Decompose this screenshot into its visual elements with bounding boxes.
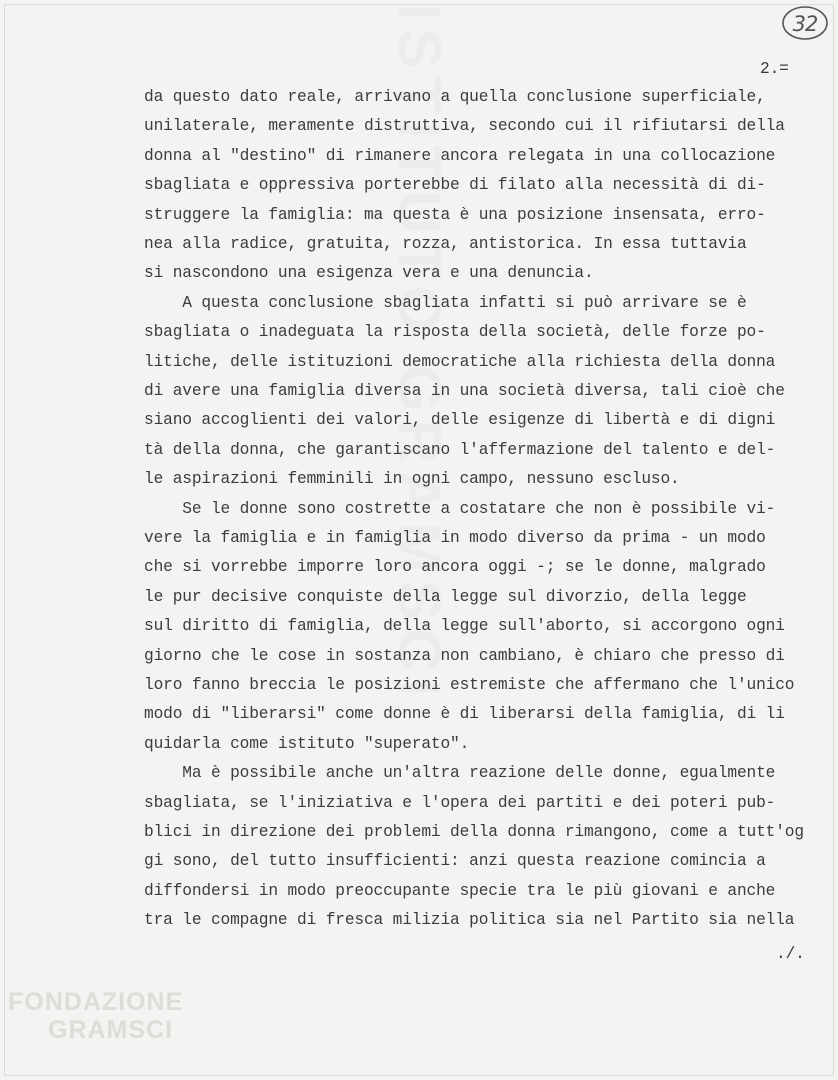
text-line: blici in direzione dei problemi della donna rimangono, come a tutt'og [144, 823, 804, 841]
logo-text-top: FONDAZIONE [8, 988, 184, 1016]
text-line: di avere una famiglia diversa in una società diversa, tali cioè che [144, 382, 785, 400]
text-line: che si vorrebbe imporre loro ancora oggi -; se le donne, malgrado [144, 558, 766, 577]
foundation-logo [8, 988, 208, 1068]
watermark-stamp: ISTITUTO GRAMSCI [386, 4, 453, 705]
logo-text-bottom: GRAMSCI [48, 1016, 174, 1044]
text-line: loro fanno breccia le posizioni estremiste che affermano che l'unico [144, 676, 795, 694]
text-line: le aspirazioni femminili in ogni campo, nessuno escluso. [144, 470, 680, 489]
text-line: tra le compagne di fresca milizia politica sia nel Partito sia nella [144, 911, 795, 930]
text-line: nea alla radice, gratuita, rozza, antistorica. In essa tuttavia [144, 235, 747, 253]
text-line: unilaterale, meramente distruttiva, secondo cui il rifiutarsi della [144, 117, 785, 136]
text-line: Ma è possibile anche un'altra reazione delle donne, egualmente [144, 764, 776, 783]
text-line: si nascondono una esigenza vera e una denuncia. [144, 264, 594, 283]
text-line: sul diritto di famiglia, della legge sull'aborto, si accorgono ogni [144, 617, 785, 636]
archive-number: 32 [792, 12, 818, 36]
text-line: donna al "destino" di rimanere ancora relegata in una collocazione [144, 146, 776, 165]
text-line: vere la famiglia e in famiglia in modo diverso da prima - un modo [144, 529, 766, 547]
text-line: struggere la famiglia: ma questa è una posizione insensata, erro- [144, 205, 766, 224]
text-line: sbagliata o inadeguata la risposta della società, delle forze po- [144, 323, 766, 342]
text-line: litiche, delle istituzioni democratiche alla richiesta della donna [144, 352, 776, 371]
text-line: le pur decisive conquiste della legge sul divorzio, della legge [144, 587, 747, 606]
text-line: modo di "liberarsi" come donne è di liberarsi della famiglia, di li [144, 705, 785, 724]
text-line: gi sono, del tutto insufficienti: anzi questa reazione comincia a [144, 852, 766, 871]
text-line: da questo dato reale, arrivano a quella conclusione superficiale, [144, 88, 766, 106]
text-line: giorno che le cose in sostanza non cambiano, è chiaro che presso di [144, 646, 785, 665]
text-line: diffondersi in modo preoccupante specie tra le più giovani e anche [144, 881, 776, 900]
text-line: quidarla come istituto "superato". [144, 734, 470, 753]
page-number: 2.= [760, 60, 789, 78]
text-line: Se le donne sono costrette a costatare che non è possibile vi- [144, 499, 776, 518]
continuation-mark: ./. [776, 945, 805, 963]
text-line: siano accoglienti dei valori, delle esigenze di libertà e di digni [144, 411, 776, 430]
text-line: sbagliata e oppressiva porterebbe di filato alla necessità di di- [144, 176, 766, 195]
text-line: sbagliata, se l'iniziativa e l'opera dei partiti e dei poteri pub- [144, 793, 776, 812]
archive-number-stamp [780, 4, 830, 42]
text-line: tà della donna, che garantiscano l'affermazione del talento e del- [144, 440, 776, 459]
text-line: A questa conclusione sbagliata infatti si può arrivare se è [144, 293, 747, 312]
